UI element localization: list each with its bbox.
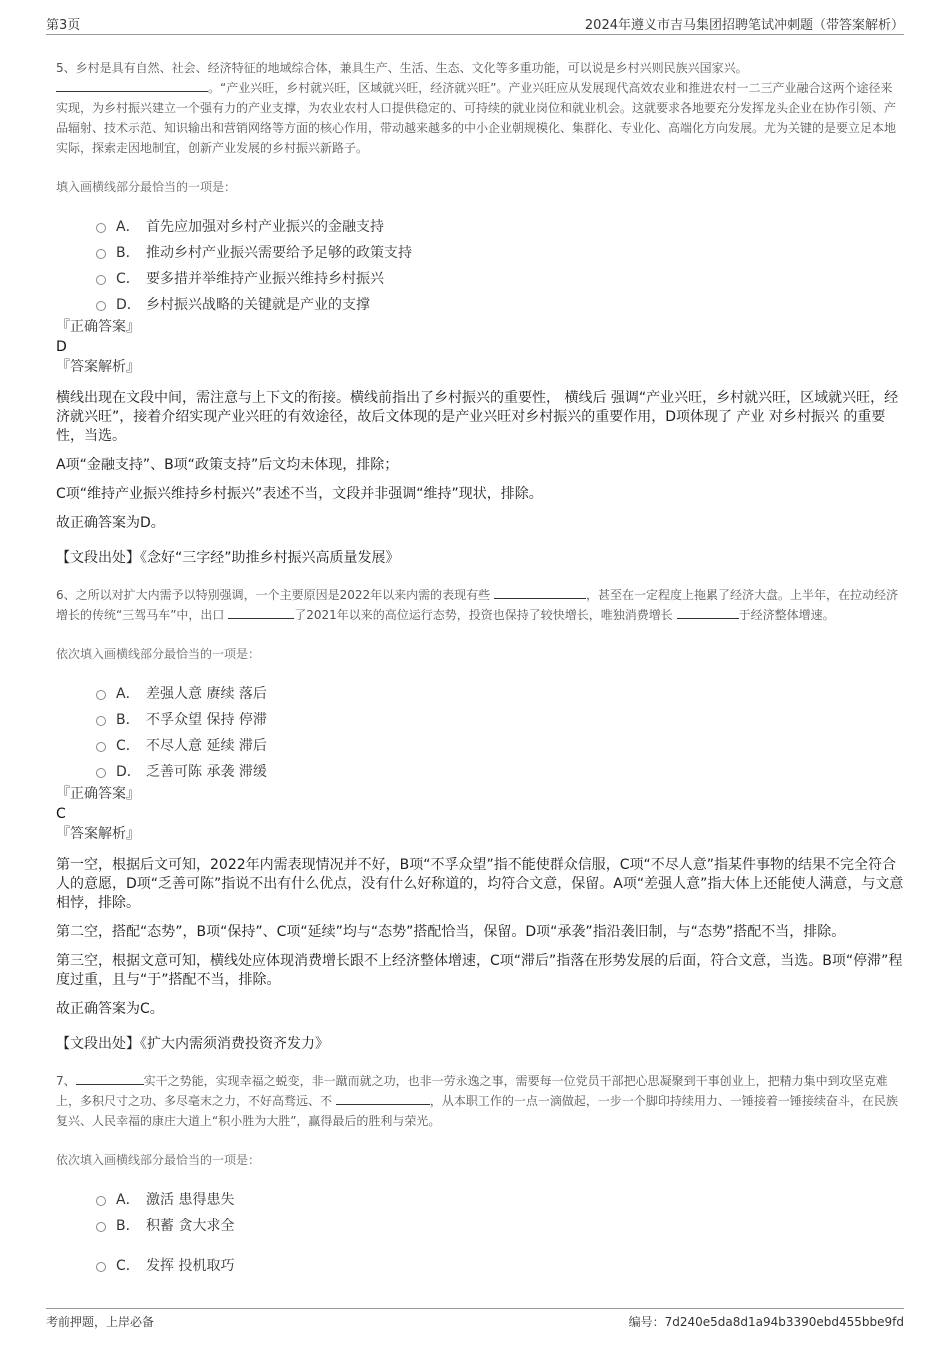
page-header <box>46 14 904 35</box>
q7-options <box>96 1186 904 1278</box>
question-5-stem <box>56 58 904 158</box>
question-6-stem: 6、之所以对扩大内需予以特别强调，一个主要原因是2022年以来内需的表现有些 ，甚至在一定程度上拖累了经济大盘。上半年，在拉动经济增长的传统“三驾马车”中，出口 了2021年以来的高位运行态势，投资也保持了较快增长，唯独消费增长 于经济整体增速。 <box>56 588 899 622</box>
radio-icon[interactable] <box>96 690 106 700</box>
q5-option-d[interactable]: D． 乡村振兴战略的关键就是产业的支撑 <box>96 291 904 317</box>
radio-icon[interactable] <box>96 249 106 259</box>
q5-source: 【文段出处】《念好“三字经”助推乡村振兴高质量发展》 <box>56 550 400 566</box>
q7-option-a[interactable]: A． 激活 患得患失 <box>96 1186 904 1212</box>
q5-answer-label: 『正确答案』 <box>56 319 140 335</box>
q5-analysis-label: 『答案解析』 <box>56 359 140 375</box>
document-title: 2024年遵义市吉马集团招聘笔试冲刺题（带答案解析） <box>584 18 904 33</box>
q5-answer: D <box>56 339 67 355</box>
q7-prompt: 依次填入画横线部分最恰当的一项是： <box>56 1153 261 1167</box>
q6-option-d[interactable]: D． 乏善可陈 承袭 滞缓 <box>96 758 904 784</box>
q6-analysis-label: 『答案解析』 <box>56 826 140 842</box>
q5-analysis-2: A项“金融支持”、B项“政策支持”后文均未体现，排除； <box>56 457 399 473</box>
q6-option-a[interactable]: A． 差强人意 赓续 落后 <box>96 680 904 706</box>
q5-option-b[interactable]: B． 推动乡村产业振兴需要给予足够的政策支持 <box>96 239 904 265</box>
q6-option-b[interactable]: B． 不孚众望 保持 停滞 <box>96 706 904 732</box>
q5-blank <box>56 79 208 92</box>
q5-option-a[interactable]: A． 首先应加强对乡村产业振兴的金融支持 <box>96 213 904 239</box>
footer-slogan: 考前押题，上岸必备 <box>46 1315 155 1329</box>
q6-answer: C <box>56 806 66 822</box>
q5-analysis-1: 横线出现在文段中间，需注意与上下文的衔接。横线前指出了乡村振兴的重要性， 横线后 强调“产业兴旺，乡村就兴旺，区域就兴旺，经济就兴旺”，接着介绍实现产业兴旺的有效途径，故后文体现的是产业兴旺对乡村振兴的重要作用，D项体现了 产业 对乡村振兴 的重要性，当选。 <box>56 390 899 444</box>
page-number: 第3页 <box>46 18 81 33</box>
page-footer <box>46 1308 904 1329</box>
document-id: 编号：7d240e5da8d1a94b3390ebd455bbe9fd <box>628 1315 904 1329</box>
radio-icon[interactable] <box>96 1222 106 1232</box>
q6-source: 【文段出处】《扩大内需须消费投资齐发力》 <box>56 1036 329 1052</box>
q5-analysis-4: 故正确答案为D。 <box>56 515 165 531</box>
q6-analysis-4: 故正确答案为C。 <box>56 1001 164 1017</box>
q6-answer-label: 『正确答案』 <box>56 786 140 802</box>
radio-icon[interactable] <box>96 1196 106 1206</box>
q6-blank-3 <box>677 606 739 619</box>
q6-option-c[interactable]: C． 不尽人意 延续 滞后 <box>96 732 904 758</box>
q7-option-b[interactable]: B． 积蓄 贪大求全 <box>96 1212 904 1238</box>
document-body <box>56 58 904 1278</box>
radio-icon[interactable] <box>96 275 106 285</box>
q7-blank-1 <box>76 1072 144 1085</box>
q5-prompt: 填入画横线部分最恰当的一项是： <box>56 180 237 194</box>
q5-stem-part-2: 。“产业兴旺，乡村就兴旺，区域就兴旺，经济就兴旺”。产业兴旺应从发展现代高效农业和推进农村一二三产业融合这两个途径来实现，为乡村振兴建立一个强有力的产业支撑，为农业农村人口提供稳定的、可持续的就业岗位和就业机会。这就要求各地要充分发挥龙头企业在协作引领、产品辐射、技术示范、知识输出和营销网络等方面的核心作用，带动越来越多的中小企业朝规模化、集群化、专业化、高端化方向发展。尤为关键的是要立足本地实际，探索走因地制宜，创新产业发展的乡村振兴新路子。 <box>56 81 897 155</box>
q7-blank-2 <box>336 1092 430 1105</box>
q5-analysis-3: C项“维持产业振兴维持乡村振兴”表述不当，文段并非强调“维持”现状，排除。 <box>56 486 543 502</box>
radio-icon[interactable] <box>96 301 106 311</box>
radio-icon[interactable] <box>96 223 106 233</box>
q6-blank-2 <box>228 606 294 619</box>
q6-prompt: 依次填入画横线部分最恰当的一项是： <box>56 647 261 661</box>
q7-option-c[interactable]: C． 发挥 投机取巧 <box>96 1252 904 1278</box>
q5-options <box>96 213 904 317</box>
q5-stem-part-1: 5、乡村是具有自然、社会、经济特征的地域综合体，兼具生产、生活、生态、文化等多重功能，可以说是乡村兴则民族兴国家兴。 <box>56 61 748 75</box>
radio-icon[interactable] <box>96 742 106 752</box>
radio-icon[interactable] <box>96 768 106 778</box>
radio-icon[interactable] <box>96 716 106 726</box>
radio-icon[interactable] <box>96 1262 106 1272</box>
q6-analysis-2: 第二空，搭配“态势”，B项“保持”、C项“延续”均与“态势”搭配恰当，保留。D项“承袭”指沿袭旧制，与“态势”搭配不当，排除。 <box>56 924 846 940</box>
q6-analysis-3: 第三空，根据文意可知，横线处应体现消费增长跟不上经济整体增速，C项“滞后”指落在形势发展的后面，符合文意，当选。B项“停滞”程度过重，且与“于”搭配不当，排除。 <box>56 953 903 988</box>
q6-analysis-1: 第一空，根据后文可知，2022年内需表现情况并不好，B项“不孚众望”指不能使群众信服，C项“不尽人意”指某件事物的结果不完全符合人的意愿，D项“乏善可陈”指说不出有什么优点，没有什么好称道的，均符合文意，保留。A项“差强人意”指大体上还能使人满意，与文意相悖，排除。 <box>56 857 904 911</box>
q6-blank-1 <box>494 586 586 599</box>
q5-option-c[interactable]: C． 要多措并举维持产业振兴维持乡村振兴 <box>96 265 904 291</box>
q6-options <box>96 680 904 784</box>
question-7-stem: 7、 实干之势能，实现幸福之蜕变，非一蹴而就之功，也非一劳永逸之事，需要每一位党员干部把心思凝聚到干事创业上，把精力集中到攻坚克难上，多积尺寸之功、多尽毫末之力，不好高骛远、不 ，从本职工作的一点一滴做起，一步一个脚印持续用力、一锤接着一锤接续奋斗，在民族复兴、人民幸福的康庄大道上“积小胜为大胜”，赢得最后的胜利与荣光。 <box>56 1074 898 1128</box>
